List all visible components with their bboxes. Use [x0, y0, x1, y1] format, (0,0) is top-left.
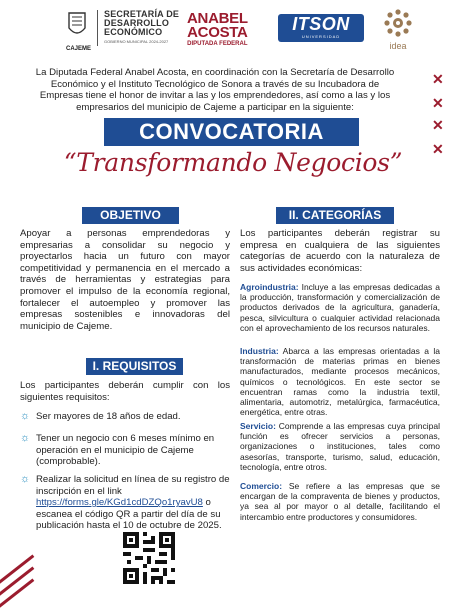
idea-logo: [378, 8, 418, 51]
sde-logo: [66, 10, 179, 52]
x-mark-icon: ✕: [432, 117, 444, 133]
requisitos-heading: I. REQUISITOS: [86, 358, 183, 375]
requisito-text: Tener un negocio con 6 meses mínimo en operación en el municipio de Cajeme (comprobable).: [36, 433, 215, 468]
category-servicio: [240, 421, 440, 472]
requisito-text: [36, 474, 230, 532]
x-mark-icon: ✕: [432, 141, 444, 157]
idea-gear-icon: [383, 8, 413, 38]
logo-divider: [97, 10, 98, 46]
objetivo-heading: OBJETIVO: [82, 207, 179, 224]
idea-word: idea: [389, 41, 407, 51]
intro-paragraph: La Diputada Federal Anabel Acosta, en coordinación con la Secretaría de Desarrollo Económico y el Instituto Tecnológico de Sonora a través de su Incubadora de Empresas tiene el honor de invitar a las y los emprendedores, así como a las y los empresarios del municipio de Cajeme a participar en la siguiente:: [35, 67, 395, 113]
category-name: Servicio:: [240, 421, 276, 431]
cajeme-crest: [66, 10, 91, 52]
decorative-stripe: [0, 579, 34, 612]
anabel-acosta-logo: [187, 12, 248, 47]
category-name: Agroindustria:: [240, 282, 299, 292]
category-text: Se refiere a las empresas que se encargan de la compraventa de bienes y productos, ya sea al por mayor o al detalle, facilitando el intercambio entre productores y consumidores.: [240, 481, 440, 522]
anabel-subtitle: DIPUTADA FEDERAL: [187, 41, 248, 47]
requisito-text-part: o escanea el código QR a partir del día de su publicación hasta el 10 de octubre de 2025.: [36, 497, 222, 532]
requisito-text-part: Realizar la solicitud en línea de su registro de inscripción en el link: [36, 474, 230, 497]
requisitos-intro: Los participantes deberán cumplir con los siguientes requisitos:: [20, 380, 230, 403]
itson-subtitle: UNIVERSIDAD: [301, 34, 341, 39]
requisito-item: [20, 474, 230, 532]
requisito-item: [20, 411, 230, 423]
x-mark-icon: ✕: [432, 71, 444, 87]
sde-line1: SECRETARÍA DE: [104, 9, 180, 19]
categorias-heading: II. CATEGORÍAS: [276, 207, 394, 224]
x-mark-icon: ✕: [432, 95, 444, 111]
page-title: CONVOCATORIA: [104, 118, 359, 146]
category-agroindustria: [240, 282, 440, 333]
requisito-item: [20, 433, 230, 468]
lightbulb-icon: ☼: [20, 432, 31, 444]
qr-code[interactable]: [123, 532, 175, 584]
itson-word: ITSON: [292, 14, 350, 34]
category-industria: [240, 346, 440, 417]
requisito-text: Ser mayores de 18 años de edad.: [36, 411, 181, 422]
registration-link[interactable]: https://forms.gle/KGd1cdDZQo1ryavU8: [36, 497, 203, 509]
category-name: Industria:: [240, 346, 279, 356]
category-comercio: [240, 481, 440, 522]
anabel-line2: ACOSTA: [187, 24, 248, 41]
sde-subtitle: GOBIERNO MUNICIPAL 2024-2027: [104, 39, 169, 44]
category-text: Abarca a las empresas orientadas a la transformación de materias primas en bienes manufacturados, mediante procesos mecánicos, químicos o tecnológicos. En este sector se encuentran ramas como la industria textil, alimentaria, automotriz, metalúrgica, farmacéutica, energética, entre otras.: [240, 346, 440, 418]
lightbulb-icon: ☼: [20, 473, 31, 485]
category-text: Comprende a las empresas cuya principal función es ofrecer servicios a personas, organizaciones o instituciones, tales como asesorías, transporte, turismo, salud, educación, tecnología, entre otros.: [240, 421, 440, 472]
itson-logo: [278, 14, 364, 42]
crest-caption: CAJEME: [66, 46, 92, 52]
category-text: Incluye a las empresas dedicadas a la producción, transformación y comercialización de productos derivados de la agricultura, ganadería, pesca, silvicultura o cualquier actividad relacionada con el aprovechamiento de los recursos naturales.: [240, 282, 440, 333]
categorias-intro: Los participantes deberán registrar su empresa en cualquiera de las siguientes categorías de acuerdo con la naturaleza de sus actividades económicas:: [240, 228, 440, 274]
objetivo-text: Apoyar a personas emprendedoras y empresarias a consolidar su negocio y proyectarlos hacia un futuro con mayor competitividad y permanencia en el mercado a través de herramientas y estrategias para promover el impulso de la economía regional, fortalecer el autoempleo y promover las empresas sostenibles e innovadoras del municipio de Cajeme.: [20, 228, 230, 332]
category-name: Comercio:: [240, 481, 283, 491]
sde-line2: DESARROLLO: [104, 18, 170, 28]
anabel-line1: ANABEL: [187, 10, 248, 27]
page-subtitle: “Transformando Negocios”: [63, 148, 403, 177]
sde-line3: ECONÓMICO: [104, 27, 163, 37]
lightbulb-icon: ☼: [20, 410, 31, 422]
